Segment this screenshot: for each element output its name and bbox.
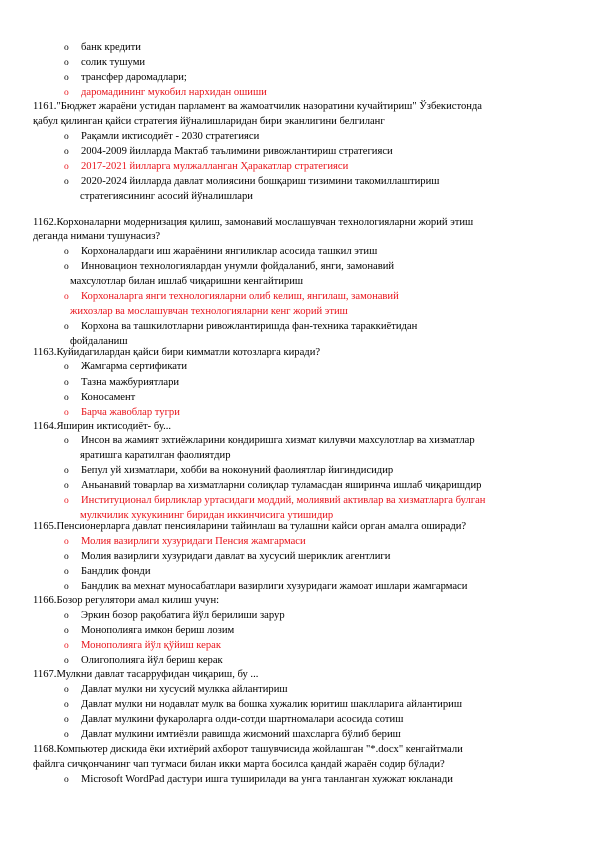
option-text: Бандлик ва мехнат муносабатлари вазирлиги хузуридаги жамоат ишлари жамгармаси: [81, 581, 468, 592]
question-text: 1164.Яширин иктисодиёт- бу...: [33, 421, 172, 432]
circle-bullet-icon: o: [64, 177, 69, 187]
option-text-cont: фойдаланиш: [70, 336, 128, 347]
option-text: 2020-2024 йилларда давлат молиясини бошқариш тизимини такомиллаштириш: [81, 176, 440, 187]
question-text: 1167.Мулкни давлат тасарруфидан чиқариш, бу ...: [33, 669, 259, 680]
question-text: 1163.Куйидагилардан қайси бири кимматли котозларга киради?: [33, 347, 321, 358]
question-text-cont: деганда нимани тушунасиз?: [33, 231, 161, 242]
question-text-cont: қабул қилинган қайси стратегия йўналишларидан бири эканлигини белгиланг: [33, 116, 385, 127]
circle-bullet-icon: o: [64, 247, 69, 257]
option-text: даромадининг мукобил нархидан ошиши: [81, 87, 267, 98]
circle-bullet-icon: o: [64, 43, 69, 53]
option-text: Эркин бозор рақобатига йўл берилиши зарур: [81, 610, 285, 621]
circle-bullet-icon: o: [64, 552, 69, 562]
circle-bullet-icon: o: [64, 466, 69, 476]
option-text-cont: махсулотлар билан ишлаб чиқаришни кенгайтириш: [70, 276, 304, 287]
option-text-cont: жихозлар ва мослашувчан технологияларни кенг жорий этиш: [70, 306, 348, 317]
option-text: Давлат мулки ни хусусий мулкка айлантириш: [81, 684, 288, 695]
circle-bullet-icon: o: [64, 685, 69, 695]
circle-bullet-icon: o: [64, 730, 69, 740]
circle-bullet-icon: o: [64, 641, 69, 651]
circle-bullet-icon: o: [64, 656, 69, 666]
option-text: Корхоналарга янги технологияларни олиб келиш, янгилаш, замонавий: [81, 291, 399, 302]
option-text: Монополияга йўл қўйиш керак: [81, 640, 221, 651]
option-text: Молия вазирлиги хузуридаги Пенсия жамгармаси: [81, 536, 306, 547]
circle-bullet-icon: o: [64, 775, 69, 785]
option-text: Инсон ва жамият эхтиёжларини кондиришга хизмат килувчи махсулотлар ва хизматлар: [81, 435, 475, 446]
option-text: Бепул уй хизматлари, хобби ва ноконуний фаолиятлар йигиндисидир: [81, 465, 394, 476]
circle-bullet-icon: o: [64, 481, 69, 491]
circle-bullet-icon: o: [64, 582, 69, 592]
circle-bullet-icon: o: [64, 626, 69, 636]
option-text: Молия вазирлиги хузуридаги давлат ва хусусий шериклик агентлиги: [81, 551, 391, 562]
option-text: Корхоналардаги иш жараёнини янгиликлар асосида ташкил этиш: [81, 246, 378, 257]
circle-bullet-icon: o: [64, 147, 69, 157]
circle-bullet-icon: o: [64, 378, 69, 388]
option-text: Тазна мажбуриятлари: [81, 377, 180, 388]
option-text-cont: мулкчилик хукукининг биридан иккинчисига утишидир: [80, 510, 334, 521]
option-text: Коносамент: [81, 392, 136, 403]
circle-bullet-icon: o: [64, 73, 69, 83]
option-text: 2017-2021 йилларга мулжалланган Ҳаракатлар стратегияси: [81, 161, 349, 172]
circle-bullet-icon: o: [64, 292, 69, 302]
circle-bullet-icon: o: [64, 715, 69, 725]
question-text: 1166.Бозор регулятори амал килиш учун:: [33, 595, 220, 606]
circle-bullet-icon: o: [64, 436, 69, 446]
option-text: Бандлик фонди: [81, 566, 151, 577]
circle-bullet-icon: o: [64, 496, 69, 506]
question-text: 1165.Пенсионерларга давлат пенсияларини тайинлаш ва тулашни кайси орган амалга оширади?: [33, 521, 467, 532]
option-text: 2004-2009 йилларда Мактаб таълимини ривожлантириш стратегияси: [81, 146, 393, 157]
option-text: солик тушуми: [81, 57, 146, 68]
option-text: Аньанавий товарлар ва хизматларни солиқлар туламасдан яширинча ишлаб чиқаришдир: [81, 480, 482, 491]
option-text: Microsoft WordPad дастури ишга туширилади ва унга танланган хужжат юкланади: [81, 774, 453, 785]
circle-bullet-icon: o: [64, 322, 69, 332]
option-text: Олигополияга йўл бериш керак: [81, 655, 223, 666]
option-text: Корхона ва ташкилотларни ривожлантиришда фан-техника тараккиётидан: [81, 321, 418, 332]
option-text: Жамгарма сертификати: [81, 361, 188, 372]
question-text: 1168.Компьютер дискида ёки ихтиёрий ахборот ташувчисида жойлашган "*.docx" кенгайтмали: [33, 744, 463, 755]
question-text: 1162.Корхоналарни модернизация қилиш, замонавий мослашувчан технологияларни жорий этиш: [33, 217, 474, 228]
option-text: Инновацион технологиялардан унумли фойдаланиб, янги, замонавий: [81, 261, 395, 272]
option-text-cont: стратегиясининг асосий йўналишлари: [80, 191, 253, 202]
circle-bullet-icon: o: [64, 700, 69, 710]
option-text-cont: яратишга каратилган фаолиятдир: [80, 450, 231, 461]
option-text: Институционал бирликлар уртасидаги моддий, молиявий активлар ва хизматларга булган: [81, 495, 486, 506]
circle-bullet-icon: o: [64, 567, 69, 577]
option-text: Давлат мулкини имтиёзли равишда жисмоний шахсларга бўлиб бериш: [81, 729, 401, 740]
circle-bullet-icon: o: [64, 408, 69, 418]
option-text: Давлат мулкини фукароларга олди-сотди шартномалари асосида сотиш: [81, 714, 404, 725]
circle-bullet-icon: o: [64, 611, 69, 621]
circle-bullet-icon: o: [64, 58, 69, 68]
circle-bullet-icon: o: [64, 537, 69, 547]
option-text: трансфер даромадлари;: [81, 72, 187, 83]
option-text: Рақамли иктисодиёт - 2030 стратегияси: [81, 131, 260, 142]
circle-bullet-icon: o: [64, 262, 69, 272]
circle-bullet-icon: o: [64, 162, 69, 172]
question-text: 1161."Бюджет жараёни устидан парламент ва жамоатчилик назоратини кучайтириш" Ўзбекистонда: [33, 101, 482, 112]
option-text: Давлат мулки ни нодавлат мулк ва бошка хужалик юритиш шаклларига айлантириш: [81, 699, 462, 710]
option-text: Монополияга имкон бериш лозим: [81, 625, 235, 636]
circle-bullet-icon: o: [64, 132, 69, 142]
option-text: банк кредити: [81, 42, 141, 53]
option-text: Барча жавоблар тугри: [81, 407, 180, 418]
circle-bullet-icon: o: [64, 362, 69, 372]
circle-bullet-icon: o: [64, 393, 69, 403]
circle-bullet-icon: o: [64, 88, 69, 98]
question-text-cont: файлга сичқончанинг чап тугмаси билан икки марта босилса қандай жараён содир бўлади?: [33, 759, 445, 770]
